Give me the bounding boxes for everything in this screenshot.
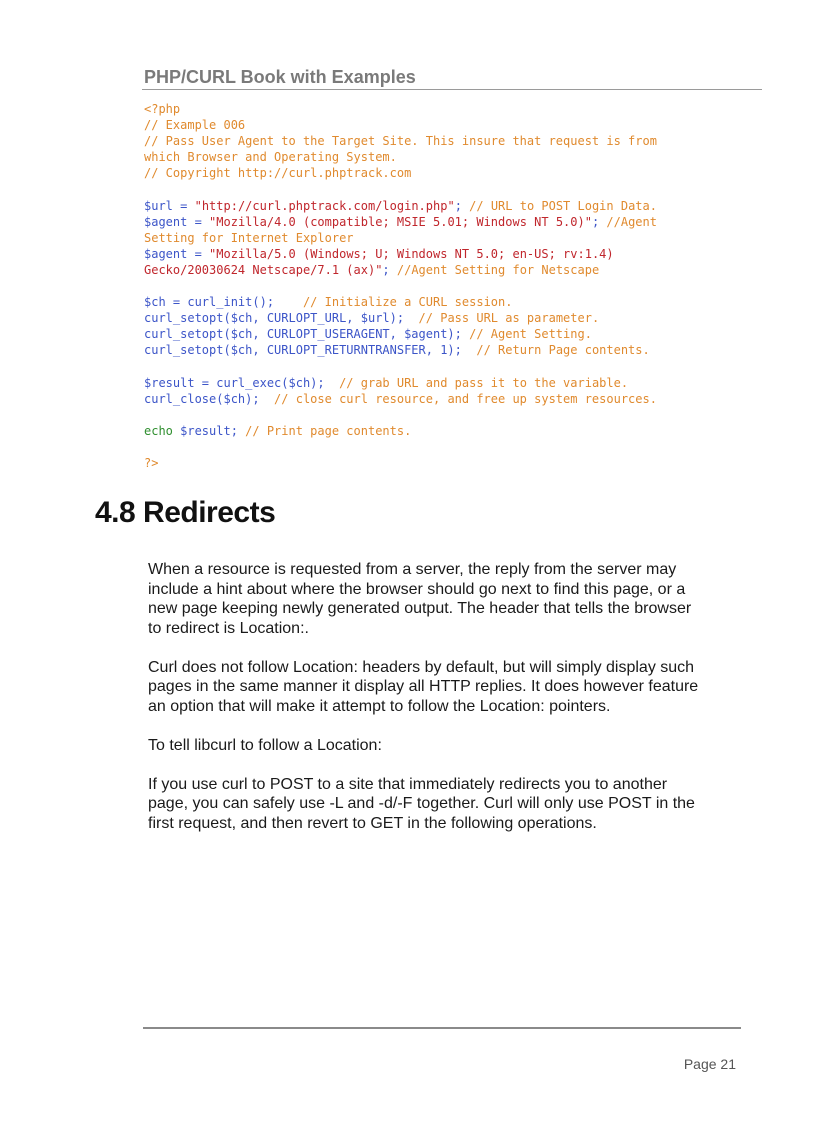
code-line: [144, 117, 744, 133]
code-token: "http://curl.phptrack.com/login.php": [194, 198, 455, 213]
code-token: curl_close($ch);: [144, 391, 275, 406]
section-heading: 4.8 Redirects: [95, 496, 276, 529]
body-paragraph: When a resource is requested from a server, the reply from the server may include a hint about where the browser should go next to find this page, or a new page keeping newly generated output. The header that tells the browser to redirect is Location:.: [148, 561, 692, 637]
code-token: //Agent: [606, 214, 657, 229]
code-line: [144, 262, 744, 278]
page-header-title: PHP/CURL Book with Examples: [144, 67, 416, 87]
code-token: // URL to POST Login Data.: [469, 198, 657, 213]
code-line: [144, 149, 744, 165]
code-block: [144, 101, 744, 471]
code-token: Gecko/20030624 Netscape/7.1 (ax)": [144, 262, 383, 277]
body-paragraph: If you use curl to POST to a site that immediately redirects you to another page, you can safely use -L and -d/-F together. Curl will only use POST in the first request, and then revert to GET in the following operations.: [148, 775, 695, 832]
code-token: =: [187, 214, 210, 229]
code-line: [144, 278, 744, 294]
code-line: [144, 423, 744, 439]
code-token: $ch = curl_init();: [144, 295, 303, 310]
footer-divider: [143, 1027, 741, 1029]
header-divider: [142, 89, 762, 90]
code-line: [144, 101, 744, 117]
code-token: curl_setopt($ch, CURLOPT_RETURNTRANSFER, 1);: [144, 343, 477, 358]
code-token: //Agent Setting for Netscape: [396, 262, 600, 277]
code-token: $url: [144, 198, 173, 213]
code-token: // Print page contents.: [245, 423, 412, 438]
code-token: $agent: [144, 246, 188, 261]
code-line: [144, 439, 744, 455]
code-line: [144, 326, 744, 342]
body-paragraph: Curl does not follow Location: headers by default, but will simply display such pages in the same manner it display all HTTP replies. It does however feature an option that will make it attempt to follow the Location: pointers.: [148, 658, 699, 715]
code-token: <?php: [144, 102, 181, 116]
code-line: [144, 310, 744, 326]
code-token: ;: [230, 423, 246, 438]
code-line: [144, 391, 744, 407]
code-token: // grab URL and pass it to the variable.: [339, 375, 629, 390]
code-line: [144, 342, 744, 358]
code-token: =: [187, 246, 210, 261]
code-line: [144, 198, 744, 214]
code-token: echo: [144, 423, 181, 438]
code-line: [144, 246, 744, 262]
code-line: [144, 230, 744, 246]
code-token: which Browser and Operating System.: [144, 150, 397, 165]
code-token: // Pass User Agent to the Target Site. This insure that request is from: [144, 134, 657, 149]
code-line: [144, 359, 744, 375]
code-line: [144, 181, 744, 197]
code-token: // Pass URL as parameter.: [418, 311, 600, 326]
code-line: [144, 214, 744, 230]
code-token: ?>: [144, 456, 159, 471]
code-token: // Agent Setting.: [469, 327, 592, 342]
section-body: [148, 560, 708, 853]
code-token: curl_setopt($ch, CURLOPT_USERAGENT, $agent);: [144, 327, 470, 342]
code-token: "Mozilla/4.0 (compatible; MSIE 5.01; Windows NT 5.0)": [209, 214, 592, 229]
code-token: $result = curl_exec($ch);: [144, 375, 340, 390]
code-token: ;: [382, 262, 397, 277]
code-token: ;: [591, 214, 607, 229]
code-token: $agent: [144, 214, 188, 229]
code-token: // Return Page contents.: [476, 343, 650, 358]
code-line: [144, 375, 744, 391]
code-token: Setting for Internet Explorer: [144, 230, 354, 245]
code-line: [144, 407, 744, 423]
code-line: [144, 133, 744, 149]
code-line: [144, 294, 744, 310]
code-line: [144, 455, 744, 471]
page-number: Page 21: [683, 1056, 736, 1072]
code-token: // Copyright http://curl.phptrack.com: [144, 166, 412, 181]
code-token: // Initialize a CURL session.: [302, 295, 513, 310]
code-token: // Example 006: [144, 118, 246, 133]
code-token: "Mozilla/5.0 (Windows; U; Windows NT 5.0; en-US; rv:1.4): [209, 246, 614, 261]
code-token: // close curl resource, and free up system resources.: [274, 391, 657, 406]
code-token: $result: [180, 423, 231, 438]
code-line: [144, 165, 744, 181]
code-token: =: [172, 198, 195, 213]
code-token: curl_setopt($ch, CURLOPT_URL, $url);: [144, 311, 419, 326]
body-paragraph: To tell libcurl to follow a Location:: [148, 736, 382, 754]
code-token: ;: [454, 198, 470, 213]
